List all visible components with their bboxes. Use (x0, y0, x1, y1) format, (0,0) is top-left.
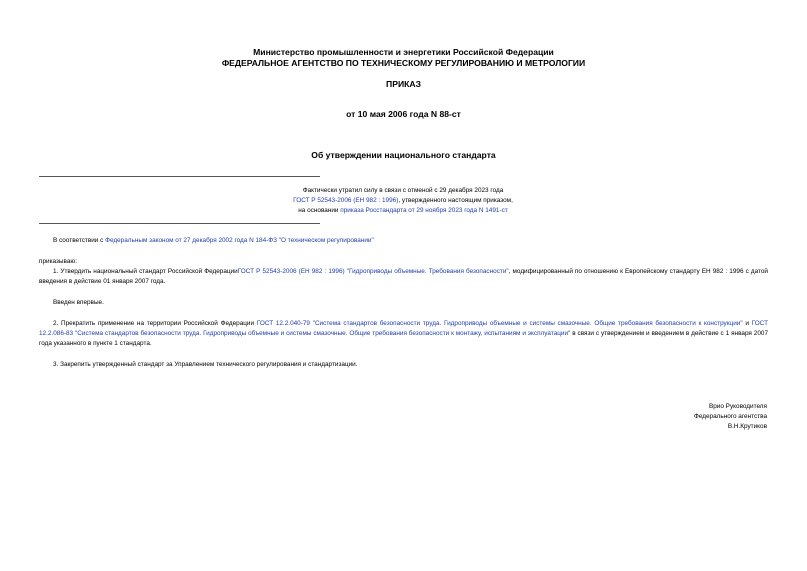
paragraph-basis-text: В соответствии с (53, 237, 106, 244)
status-note-line3 (200, 206, 606, 216)
paragraph-item-2 (39, 319, 768, 349)
paragraph-order-word: приказываю: (39, 258, 77, 265)
gost-12-2-040-link[interactable]: ГОСТ 12.2.040-79 "Система стандартов безопасности труда. Гидроприводы объемные и системы смазочные. Общие требования безопасности к конструкции" (256, 320, 743, 327)
paragraph-basis (39, 236, 768, 246)
status-note-line3-text: на основании (298, 207, 341, 214)
document-date-number: от 10 мая 2006 года N 88-ст (346, 109, 461, 119)
divider-top (39, 176, 320, 177)
signature-position: Врио Руководителя (708, 403, 767, 410)
document-subject: Об утверждении национального стандарта (311, 150, 496, 160)
paragraph-introduced-first: Введен впервые. (53, 299, 104, 306)
item-2-text-c: в связи с утверждением и введением в действие с 1 января 2007 года указанного в пункте 1 стандарта. (39, 330, 769, 347)
gost-52543-standard-link[interactable]: ГОСТ Р 52543-2006 (ЕН 982 : 1996) "Гидроприводы объемные. Требования безопасности" (237, 268, 509, 275)
paragraph-item-3: 3. Закрепить утвержденный стандарт за Управлением технического регулирования и стандартизации. (53, 361, 358, 368)
ministry-title: Министерство промышленности и энергетики Российской Федерации (253, 47, 554, 57)
rosstandart-order-link[interactable]: приказа Росстандарта от 29 ноября 2023 года N 1491-ст (340, 207, 508, 214)
status-note-line2 (200, 196, 606, 206)
federal-law-link[interactable]: Федеральным законом от 27 декабря 2002 года N 184-ФЗ "О техническом регулировании" (105, 237, 374, 244)
item-1-text-a: 1. Утвердить национальный стандарт Российской Федерации (53, 268, 238, 275)
gost-12-2-086-link[interactable]: ГОСТ 12.2.086-83 "Система стандартов безопасности труда. Гидроприводы объемные и системы смазочные. Общие требования безопасности к монтажу, испытаниям и эксплуатации" (39, 320, 768, 337)
signature-name: В.Н.Крутиков (727, 423, 767, 430)
gost-52543-link[interactable]: ГОСТ Р 52543-2006 (ЕН 982 : 1996) (293, 197, 399, 204)
agency-title: ФЕДЕРАЛЬНОЕ АГЕНТСТВО ПО ТЕХНИЧЕСКОМУ РЕГУЛИРОВАНИЮ И МЕТРОЛОГИИ (221, 58, 586, 68)
status-note-line1: Фактически утратил силу в связи с отменой с 29 декабря 2023 года (302, 187, 504, 194)
item-2-text-b: и (742, 320, 752, 327)
signature-agency: Федерального агентства (693, 413, 767, 420)
document-type: ПРИКАЗ (386, 79, 421, 89)
status-note-line2-text: , утвержденного настоящим приказом, (398, 197, 513, 204)
divider-bottom (39, 223, 320, 224)
item-2-text-a: 2. Прекратить применение на территории Российской Федерации (53, 320, 257, 327)
paragraph-item-1 (39, 267, 768, 287)
item-1-text-b: , модифицированный по отношению к Европейскому стандарту ЕН 982 : 1996 с датой введения в действие 01 января 2007 года. (39, 268, 768, 285)
